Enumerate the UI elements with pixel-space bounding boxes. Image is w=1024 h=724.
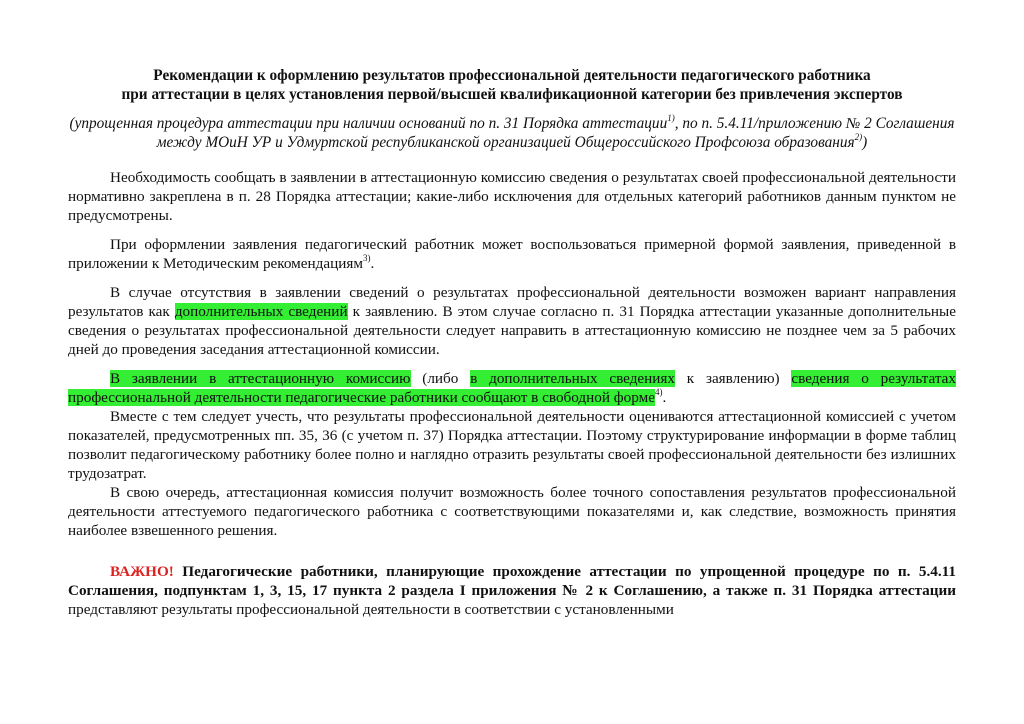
footnote-ref-2: 2)	[854, 131, 863, 142]
paragraph-important	[68, 562, 956, 619]
highlight-free-form: сведения о результатах профессиональной деятельности педагогические работники сообщают в свободной форме	[68, 370, 957, 406]
paragraph-6	[68, 483, 956, 540]
subtitle-part-1: (упрощенная процедура аттестации при наличии оснований по п. 31 Порядка аттестации	[69, 115, 668, 132]
highlight-application: В заявлении в аттестационную комиссию	[110, 370, 411, 387]
highlight-additional-info: дополнительных сведений	[174, 303, 348, 320]
paragraph-4-text-a: (либо	[410, 370, 471, 387]
title-line-2: при аттестации в целях установления первой/высшей квалификационной категории без привлечения экспертов	[121, 86, 903, 103]
paragraph-4	[68, 369, 956, 407]
highlight-additional-info-2: в дополнительных сведениях	[470, 370, 676, 387]
important-label: ВАЖНО!	[110, 563, 174, 580]
important-rest-text: представляют результаты профессиональной деятельности в соответствии с установленными	[68, 601, 674, 618]
paragraph-2-tail: .	[370, 255, 375, 272]
paragraph-2-text: При оформлении заявления педагогический работник может воспользоваться примерной формой заявления, приведенной в приложении к Методическим рекомендациям	[68, 236, 956, 272]
title-line-1: Рекомендации к оформлению результатов профессиональной деятельности педагогического работника	[153, 67, 871, 84]
paragraph-6-text: В свою очередь, аттестационная комиссия получит возможность более точного сопоставления результатов профессиональной деятельности аттестуемого педагогического работника с соответствующими показателями и, как следствие, возможность принятия наиболее взвешенного решения.	[68, 484, 956, 539]
paragraph-3	[68, 283, 956, 359]
document-subtitle	[68, 114, 956, 152]
footnote-ref-4: 4)	[654, 386, 663, 397]
paragraph-1-text: Необходимость сообщать в заявлении в аттестационную комиссию сведения о результатах своей профессиональной деятельности нормативно закреплена в п. 28 Порядка аттестации; какие-либо исключения для отдельных категорий работников данным пунктом не предусмотрены.	[68, 169, 956, 224]
paragraph-5-text: Вместе с тем следует учесть, что результаты профессиональной деятельности оцениваются аттестационной комиссией с учетом показателей, предусмотренных пп. 35, 36 (с учетом п. 37) Порядка аттестации. Поэтому структурирование информации в форме таблиц позволит педагогическому работнику более полно и наглядно отразить результаты своей профессиональной деятельности без излишних трудозатрат.	[68, 408, 956, 482]
paragraph-3-text-b: к заявлению. В этом случае согласно п. 31 Порядка аттестации указанные дополнительные сведения о результатах профессиональной деятельности следует направить в аттестационную комиссию не позднее чем за 5 рабочих дней до проведения заседания аттестационной комиссии.	[68, 303, 956, 358]
subtitle-part-3: )	[862, 134, 868, 151]
document-title	[68, 66, 956, 104]
paragraph-5	[68, 407, 956, 483]
footnote-ref-3: 3)	[362, 252, 371, 263]
paragraph-2	[68, 235, 956, 273]
paragraph-3-text-a: В случае отсутствия в заявлении сведений о результатах профессиональной деятельности возможен вариант направления результатов как	[68, 284, 956, 320]
paragraph-4-text-b: к заявлению)	[675, 370, 792, 387]
paragraph-4-tail: .	[662, 389, 667, 406]
document-page	[68, 66, 956, 619]
subtitle-part-2: , по п. 5.4.11/приложению № 2 Соглашения между МОиН УР и Удмуртской республиканской организацией Общероссийского Профсоюза образования	[156, 115, 955, 151]
paragraph-1	[68, 168, 956, 225]
footnote-ref-1: 1)	[667, 112, 675, 123]
important-bold-text: Педагогические работники, планирующие прохождение аттестации по упрощенной процедуре по п. 5.4.11 Соглашения, подпунктам 1, 3, 15, 17 пункта 2 раздела I приложения № 2 к Соглашению, а также п. 31 Порядка аттестации	[68, 563, 956, 599]
